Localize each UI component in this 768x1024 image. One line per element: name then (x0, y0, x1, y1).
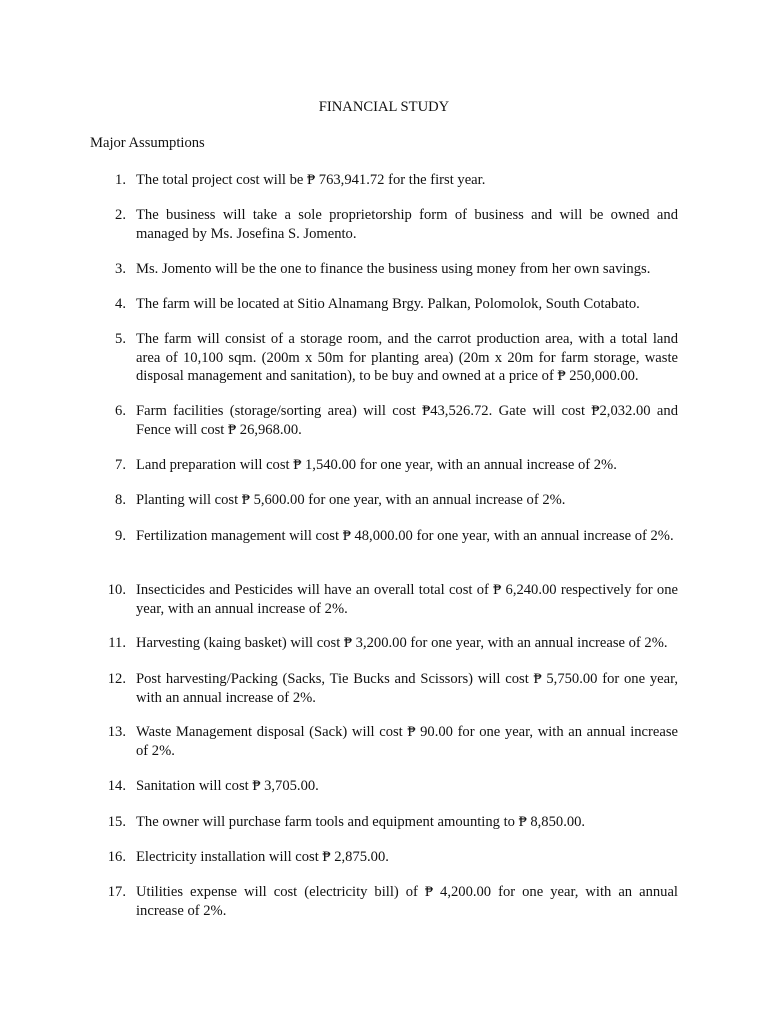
list-item-text: Insecticides and Pesticides will have an overall total cost of ₱ 6,240.00 respectively for one year, with an annual increase of 2%. (136, 582, 678, 617)
section-heading: Major Assumptions (90, 135, 205, 151)
list-item-number: 2. (115, 207, 126, 223)
list-item-number: 10. (107, 582, 126, 598)
list-item-text: Utilities expense will cost (electricity bill) of ₱ 4,200.00 for one year, with an annual increase of 2%. (136, 884, 678, 919)
list-item-text: The owner will purchase farm tools and equipment amounting to ₱ 8,850.00. (136, 814, 586, 830)
list-item-text: Waste Management disposal (Sack) will cost ₱ 90.00 for one year, with an annual increase of 2%. (136, 724, 678, 759)
list-item-number: 17. (107, 884, 126, 900)
list-item-text: Ms. Jomento will be the one to finance the business using money from her own savings. (136, 261, 651, 277)
list-item-text: The farm will consist of a storage room, and the carrot production area, with a total land area of 10,100 sqm. (200m x 50m for planting area) (20m x 20m for farm storage, waste disposal management and sanitation), to be buy and owned at a price of ₱ 250,000.00. (136, 331, 678, 384)
list-item-number: 6. (115, 403, 126, 419)
list-item-number: 12. (107, 671, 126, 687)
list-item-text: The farm will be located at Sitio Alnamang Brgy. Palkan, Polomolok, South Cotabato. (136, 296, 640, 312)
list-item-number: 3. (115, 261, 126, 277)
list-item-number: 16. (107, 849, 126, 865)
list-item-text: Land preparation will cost ₱ 1,540.00 for one year, with an annual increase of 2%. (136, 457, 617, 473)
list-item-text: Planting will cost ₱ 5,600.00 for one year, with an annual increase of 2%. (136, 492, 566, 508)
list-item-number: 7. (115, 457, 126, 473)
list-item-number: 14. (107, 778, 126, 794)
page-title: FINANCIAL STUDY (318, 99, 450, 115)
list-item-text: Farm facilities (storage/sorting area) will cost ₱43,526.72. Gate will cost ₱2,032.00 and Fence will cost ₱ 26,968.00. (136, 403, 678, 438)
list-item-number: 13. (107, 724, 126, 740)
list-item-number: 15. (107, 814, 126, 830)
list-item-text: The business will take a sole proprietorship form of business and will be owned and managed by Ms. Josefina S. Jomento. (136, 207, 678, 242)
list-item-text: Fertilization management will cost ₱ 48,000.00 for one year, with an annual increase of 2%. (136, 528, 674, 544)
list-item-number: 5. (115, 331, 126, 347)
list-item-number: 1. (115, 172, 126, 188)
list-item-number: 8. (115, 492, 126, 508)
list-item-text: The total project cost will be ₱ 763,941.72 for the first year. (136, 172, 486, 188)
list-item-text: Sanitation will cost ₱ 3,705.00. (136, 778, 319, 794)
list-item-text: Post harvesting/Packing (Sacks, Tie Bucks and Scissors) will cost ₱ 5,750.00 for one year, with an annual increase of 2%. (136, 671, 678, 706)
list-item-text: Harvesting (kaing basket) will cost ₱ 3,200.00 for one year, with an annual increase of 2%. (136, 635, 668, 651)
list-item-number: 9. (115, 528, 126, 544)
list-item-text: Electricity installation will cost ₱ 2,875.00. (136, 849, 389, 865)
list-item-number: 11. (108, 635, 126, 651)
list-item-number: 4. (115, 296, 126, 312)
